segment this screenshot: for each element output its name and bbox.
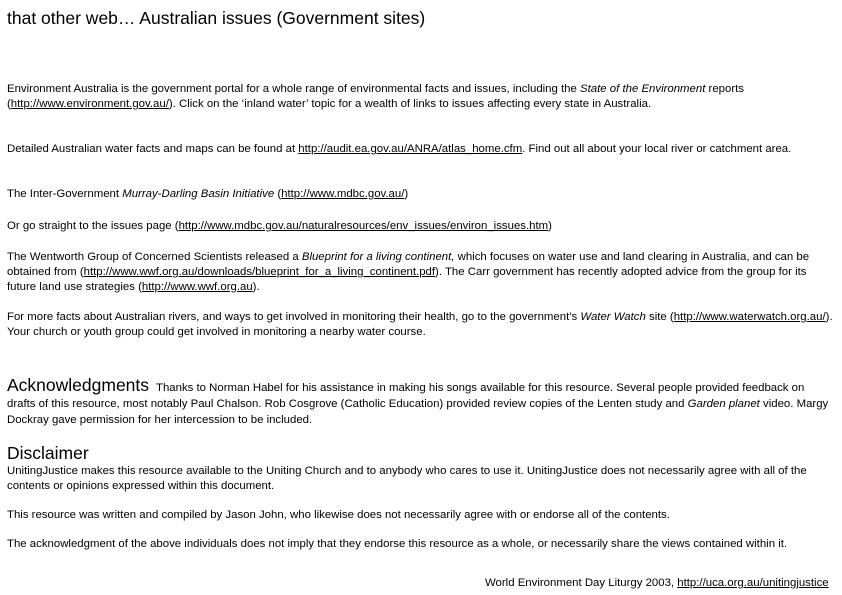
link-environment-gov[interactable]: http://www.environment.gov.au/ xyxy=(10,98,169,110)
emphasis-text: Water Watch xyxy=(580,311,646,323)
acknowledgments-section xyxy=(7,377,835,428)
text-segment: ). Click on the ‘inland water’ topic for a wealth of links to issues affecting every state in Australia. xyxy=(168,98,652,110)
link-wwf-blueprint[interactable]: http://www.wwf.org.au/downloads/blueprint_for_a_living_continent.pdf xyxy=(83,266,436,278)
text-segment: Environment Australia is the government portal for a whole range of environmental facts and issues, including the xyxy=(7,83,581,95)
text-segment: reports ( xyxy=(7,83,745,110)
link-waterwatch[interactable]: http://www.waterwatch.org.au/ xyxy=(673,311,826,323)
link-mdbc-issues[interactable]: http://www.mdbc.gov.au/naturalresources/env_issues/environ_issues.htm xyxy=(178,220,549,232)
paragraph-issues-page xyxy=(7,219,835,234)
page-title: that other web… Australian issues (Government sites) xyxy=(7,8,426,28)
text-segment: ) xyxy=(548,220,552,232)
emphasis-text: Murray-Darling Basin Initiative xyxy=(122,188,275,200)
text-segment: Detailed Australian water facts and maps can be found at xyxy=(7,143,299,155)
disclaimer-paragraph-3: The acknowledgment of the above individuals does not imply that they endorse this resource as a whole, or necessarily share the views contained within it. xyxy=(7,538,788,550)
text-segment: Or go straight to the issues page ( xyxy=(7,220,179,232)
footer-text: World Environment Day Liturgy 2003, xyxy=(485,577,678,589)
text-segment: ). The Carr government has recently adopted advice from the group for its future land use strategies ( xyxy=(7,266,807,293)
paragraph-environment-australia xyxy=(7,82,835,112)
disclaimer-paragraph-1: UnitingJustice makes this resource available to the Uniting Church and to anybody who cares to use it. UnitingJustice does not necessarily agree with all of the contents or opinions expressed within this document. xyxy=(7,465,807,492)
text-segment: The Wentworth Group of Concerned Scientists released a xyxy=(7,251,302,263)
text-segment: ). Your church or youth group could get involved in monitoring a nearby water course. xyxy=(7,311,833,338)
link-anra-atlas[interactable]: http://audit.ea.gov.au/ANRA/atlas_home.cfm xyxy=(298,143,523,155)
text-segment: video. Margy Dockray gave permission for her intercession to be included. xyxy=(7,398,829,426)
link-mdbc[interactable]: http://www.mdbc.gov.au/ xyxy=(281,188,405,200)
link-wwf[interactable]: http://www.wwf.org.au xyxy=(141,281,253,293)
acknowledgments-heading: Acknowledgments xyxy=(7,375,150,395)
disclaimer-heading: Disclaimer xyxy=(7,443,89,463)
emphasis-text: State of the Environment xyxy=(580,83,706,95)
text-segment: For more facts about Australian rivers, and ways to get involved in monitoring their health, go to the government’s xyxy=(7,311,581,323)
paragraph-water-facts xyxy=(7,142,835,157)
paragraph-wentworth-group xyxy=(7,250,835,295)
text-segment: ). xyxy=(252,281,260,293)
disclaimer-paragraph-2: This resource was written and compiled by Jason John, who likewise does not necessarily agree with or endorse all of the contents. xyxy=(7,509,670,521)
paragraph-water-watch xyxy=(7,310,835,340)
text-segment: The Inter-Government xyxy=(7,188,123,200)
footer xyxy=(485,576,829,591)
emphasis-text: Garden planet xyxy=(687,398,760,410)
text-segment: . Find out all about your local river or catchment area. xyxy=(522,143,792,155)
text-segment: Thanks to Norman Habel for his assistance in making his songs available for this resource. Several people provided feedback on drafts of this resource, most notably Paul Chalson. Rob Cosgrove (Catholic Education) provided review copies of the Lenten study and xyxy=(7,382,805,410)
text-segment: which focuses on water use and land clearing in Australia, and can be obtained from ( xyxy=(7,251,810,278)
text-segment: site ( xyxy=(645,311,674,323)
paragraph-mdbc xyxy=(7,187,835,202)
emphasis-text: Blueprint for a living continent, xyxy=(301,251,455,263)
text-segment: ( xyxy=(274,188,282,200)
footer-link[interactable]: http://uca.org.au/unitingjustice xyxy=(677,577,829,589)
text-segment: ) xyxy=(404,188,409,200)
